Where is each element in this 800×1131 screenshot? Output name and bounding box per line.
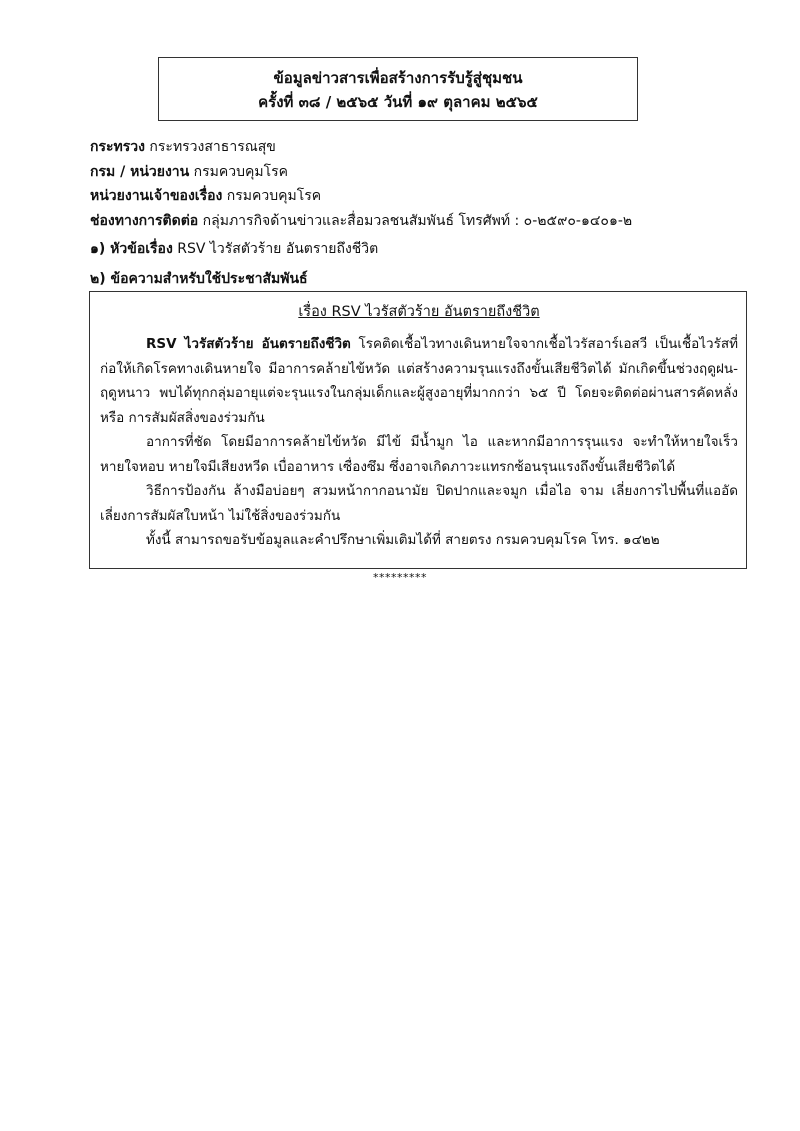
meta-department-value: กรมควบคุมโรค: [193, 163, 289, 180]
topic-value: RSV ไวรัสตัวร้าย อันตรายถึงชีวิต: [177, 241, 379, 257]
message-paragraph-2: อาการที่ชัด โดยมีอาการคล้ายไข้หวัด มีไข้ มีน้ำมูก ไอ และหากมีอาการรุนแรง จะทำให้หายใจเร็ว หายใจหอบ หายใจมีเสียงหวีด เบื่ออาหาร เซื่องซึม ซึ่งอาจเกิดภาวะแทรกซ้อนรุนแรงถึงขั้นเสียชีวิตได้: [100, 434, 738, 475]
topic-label: ๑) หัวข้อเรื่อง: [90, 241, 173, 257]
header-title: ข้อมูลข่าวสารเพื่อสร้างการรับรู้สู่ชุมชน: [273, 69, 523, 87]
meta-department-label: กรม / หน่วยงาน: [90, 163, 190, 180]
message-paragraph-1-body: โรคติดเชื้อไวทางเดินหายใจจากเชื้อไวรัสอาร์เอสวี เป็นเชื้อไวรัสที่ก่อให้เกิดโรคทางเดินหายใจ มีอาการคล้ายไข้หวัด แต่สร้างความรุนแรงถึงขั้นเสียชีวิตได้ มักเกิดขึ้นช่วงฤดูฝน-ฤดูหนาว พบได้ทุกกลุ่มอายุแต่จะรุนแรงในกลุ่มเด็กและผู้สูงอายุที่มากกว่า ๖๕ ปี โดยจะติดต่อผ่านสารคัดหลั่ง หรือ การสัมผัสสิ่งของร่วมกัน: [100, 336, 738, 426]
header-box: [158, 57, 638, 121]
message-paragraph-4: ทั้งนี้ สามารถขอรับข้อมูลและคำปรึกษาเพิ่มเติมได้ที่ สายตรง กรมควบคุมโรค โทร. ๑๔๒๒: [146, 532, 660, 548]
header-issue-date: ครั้งที่ ๓๘ / ๒๕๖๕ วันที่ ๑๙ ตุลาคม ๒๕๖๕: [258, 93, 538, 111]
meta-owner-label: หน่วยงานเจ้าของเรื่อง: [90, 188, 223, 204]
message-paragraph-1: [100, 332, 738, 430]
meta-contact-label: ช่องทางการติดต่อ: [90, 212, 199, 229]
end-marker: *********: [373, 571, 427, 584]
message-section-heading: [90, 268, 308, 290]
meta-block: [90, 135, 770, 233]
meta-owner: [90, 184, 770, 209]
meta-ministry-value: กระทรวงสาธารณสุข: [149, 139, 276, 155]
message-title: เรื่อง RSV ไวรัสตัวร้าย อันตรายถึงชีวิต: [298, 304, 540, 320]
meta-owner-value: กรมควบคุมโรค: [226, 188, 322, 204]
message-paragraph-3: วิธีการป้องกัน ล้างมือบ่อยๆ สวมหน้ากากอนามัย ปิดปากและจมูก เมื่อไอ จาม เลี่ยงการไปพื้นที่แออัด เลี่ยงการสัมผัสใบหน้า ไม่ใช้สิ่งของร่วมกัน: [100, 483, 738, 524]
meta-ministry-label: กระทรวง: [90, 139, 145, 155]
meta-contact-value: กลุ่มภารกิจด้านข่าวและสื่อมวลชนสัมพันธ์ โทรศัพท์ : ๐-๒๕๙๐-๑๔๐๑-๒: [202, 212, 633, 229]
meta-department: [90, 160, 770, 185]
message-paragraph-1-lead: RSV ไวรัสตัวร้าย อันตรายถึงชีวิต: [146, 336, 351, 352]
message-section-label: ๒) ข้อความสำหรับใช้ประชาสัมพันธ์: [90, 271, 308, 287]
meta-ministry: [90, 135, 770, 160]
message-box: [89, 291, 747, 569]
topic-row: [90, 238, 378, 260]
meta-contact: [90, 209, 770, 234]
